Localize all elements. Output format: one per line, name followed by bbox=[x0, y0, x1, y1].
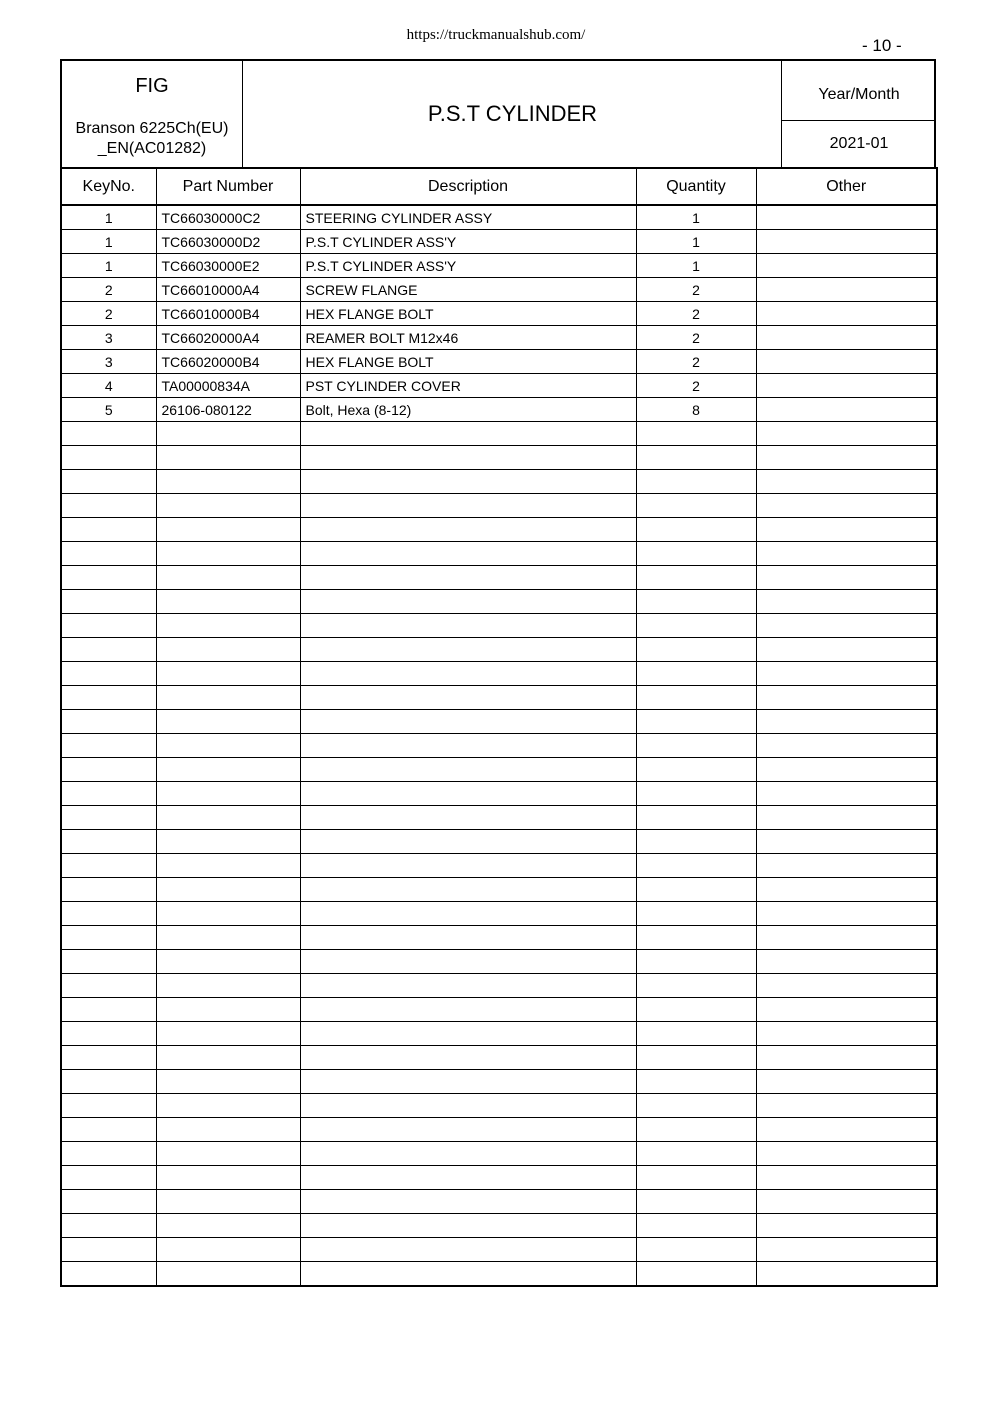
empty-table-row bbox=[61, 710, 937, 734]
cell-keyno bbox=[61, 638, 156, 662]
cell-part-number bbox=[156, 590, 300, 614]
cell-other bbox=[756, 398, 937, 422]
empty-table-row bbox=[61, 1046, 937, 1070]
cell-keyno bbox=[61, 806, 156, 830]
cell-other bbox=[756, 470, 937, 494]
cell-part-number: TC66010000A4 bbox=[156, 278, 300, 302]
cell-description bbox=[300, 1166, 636, 1190]
cell-quantity bbox=[636, 878, 756, 902]
empty-table-row bbox=[61, 662, 937, 686]
cell-other bbox=[756, 998, 937, 1022]
cell-other bbox=[756, 278, 937, 302]
cell-other bbox=[756, 614, 937, 638]
column-header-part-number: Part Number bbox=[156, 168, 300, 205]
empty-table-row bbox=[61, 950, 937, 974]
cell-other bbox=[756, 710, 937, 734]
cell-keyno bbox=[61, 446, 156, 470]
cell-description bbox=[300, 854, 636, 878]
cell-part-number bbox=[156, 1118, 300, 1142]
empty-table-row bbox=[61, 1070, 937, 1094]
cell-description bbox=[300, 494, 636, 518]
cell-keyno bbox=[61, 1022, 156, 1046]
cell-keyno bbox=[61, 1094, 156, 1118]
cell-keyno bbox=[61, 566, 156, 590]
cell-other bbox=[756, 1142, 937, 1166]
fig-model bbox=[62, 119, 242, 159]
cell-other bbox=[756, 950, 937, 974]
cell-part-number bbox=[156, 518, 300, 542]
cell-part-number: TC66030000C2 bbox=[156, 205, 300, 230]
empty-table-row bbox=[61, 566, 937, 590]
cell-part-number bbox=[156, 758, 300, 782]
cell-quantity bbox=[636, 446, 756, 470]
cell-part-number bbox=[156, 1142, 300, 1166]
cell-part-number: TC66030000E2 bbox=[156, 254, 300, 278]
cell-description: Bolt, Hexa (8-12) bbox=[300, 398, 636, 422]
cell-part-number bbox=[156, 422, 300, 446]
cell-description bbox=[300, 1022, 636, 1046]
cell-description bbox=[300, 1118, 636, 1142]
cell-keyno: 1 bbox=[61, 254, 156, 278]
cell-other bbox=[756, 542, 937, 566]
table-row bbox=[61, 302, 937, 326]
cell-quantity: 2 bbox=[636, 350, 756, 374]
empty-table-row bbox=[61, 614, 937, 638]
cell-other bbox=[756, 230, 937, 254]
cell-quantity: 1 bbox=[636, 230, 756, 254]
cell-other bbox=[756, 254, 937, 278]
cell-keyno bbox=[61, 734, 156, 758]
cell-part-number bbox=[156, 1070, 300, 1094]
cell-part-number bbox=[156, 830, 300, 854]
cell-description: HEX FLANGE BOLT bbox=[300, 302, 636, 326]
cell-other bbox=[756, 806, 937, 830]
cell-part-number bbox=[156, 950, 300, 974]
cell-keyno bbox=[61, 926, 156, 950]
cell-part-number bbox=[156, 926, 300, 950]
cell-quantity: 1 bbox=[636, 205, 756, 230]
cell-quantity bbox=[636, 806, 756, 830]
cell-description bbox=[300, 1070, 636, 1094]
cell-other bbox=[756, 1046, 937, 1070]
table-row bbox=[61, 350, 937, 374]
cell-quantity bbox=[636, 830, 756, 854]
cell-description: SCREW FLANGE bbox=[300, 278, 636, 302]
cell-keyno bbox=[61, 974, 156, 998]
cell-keyno: 3 bbox=[61, 326, 156, 350]
cell-part-number bbox=[156, 470, 300, 494]
cell-description: HEX FLANGE BOLT bbox=[300, 350, 636, 374]
cell-description bbox=[300, 998, 636, 1022]
cell-description bbox=[300, 950, 636, 974]
cell-quantity bbox=[636, 1214, 756, 1238]
cell-other bbox=[756, 1094, 937, 1118]
cell-quantity bbox=[636, 542, 756, 566]
cell-other bbox=[756, 1022, 937, 1046]
cell-description bbox=[300, 758, 636, 782]
parts-table bbox=[60, 167, 938, 1287]
cell-part-number bbox=[156, 446, 300, 470]
cell-quantity bbox=[636, 614, 756, 638]
cell-other bbox=[756, 1214, 937, 1238]
cell-description bbox=[300, 926, 636, 950]
cell-description bbox=[300, 1142, 636, 1166]
cell-description bbox=[300, 878, 636, 902]
cell-quantity bbox=[636, 1238, 756, 1262]
cell-part-number: TC66010000B4 bbox=[156, 302, 300, 326]
cell-part-number: TC66020000A4 bbox=[156, 326, 300, 350]
cell-quantity bbox=[636, 1262, 756, 1287]
cell-description: PST CYLINDER COVER bbox=[300, 374, 636, 398]
cell-other bbox=[756, 638, 937, 662]
cell-other bbox=[756, 734, 937, 758]
cell-quantity bbox=[636, 494, 756, 518]
cell-part-number: TC66020000B4 bbox=[156, 350, 300, 374]
cell-quantity bbox=[636, 950, 756, 974]
column-header-keyno: KeyNo. bbox=[61, 168, 156, 205]
cell-part-number bbox=[156, 974, 300, 998]
cell-keyno bbox=[61, 662, 156, 686]
cell-description: P.S.T CYLINDER ASS'Y bbox=[300, 230, 636, 254]
cell-other bbox=[756, 326, 937, 350]
year-month-label: Year/Month bbox=[782, 61, 936, 121]
cell-keyno bbox=[61, 590, 156, 614]
cell-quantity bbox=[636, 1118, 756, 1142]
cell-quantity: 2 bbox=[636, 326, 756, 350]
cell-other bbox=[756, 926, 937, 950]
cell-part-number bbox=[156, 806, 300, 830]
cell-keyno bbox=[61, 422, 156, 446]
cell-quantity bbox=[636, 662, 756, 686]
column-header-description: Description bbox=[300, 168, 636, 205]
cell-other bbox=[756, 1166, 937, 1190]
cell-quantity bbox=[636, 1142, 756, 1166]
cell-part-number bbox=[156, 734, 300, 758]
year-month-value: 2021-01 bbox=[829, 135, 889, 152]
page-number: - 10 - bbox=[862, 36, 902, 55]
empty-table-row bbox=[61, 1190, 937, 1214]
cell-part-number bbox=[156, 1022, 300, 1046]
empty-table-row bbox=[61, 734, 937, 758]
cell-description bbox=[300, 446, 636, 470]
empty-table-row bbox=[61, 854, 937, 878]
fig-model-line1: Branson 6225Ch(EU) bbox=[75, 120, 229, 137]
cell-description bbox=[300, 590, 636, 614]
cell-part-number bbox=[156, 878, 300, 902]
cell-keyno bbox=[61, 902, 156, 926]
cell-part-number bbox=[156, 494, 300, 518]
cell-part-number bbox=[156, 686, 300, 710]
cell-quantity: 8 bbox=[636, 398, 756, 422]
empty-table-row bbox=[61, 926, 937, 950]
empty-table-row bbox=[61, 494, 937, 518]
empty-table-row bbox=[61, 1094, 937, 1118]
cell-keyno bbox=[61, 878, 156, 902]
empty-table-row bbox=[61, 1022, 937, 1046]
cell-description: REAMER BOLT M12x46 bbox=[300, 326, 636, 350]
table-row bbox=[61, 398, 937, 422]
column-header-quantity: Quantity bbox=[636, 168, 756, 205]
cell-other bbox=[756, 1118, 937, 1142]
cell-quantity bbox=[636, 518, 756, 542]
cell-description bbox=[300, 734, 636, 758]
cell-quantity: 2 bbox=[636, 374, 756, 398]
cell-quantity bbox=[636, 422, 756, 446]
cell-other bbox=[756, 494, 937, 518]
cell-other bbox=[756, 974, 937, 998]
empty-table-row bbox=[61, 1166, 937, 1190]
table-row bbox=[61, 278, 937, 302]
cell-keyno bbox=[61, 998, 156, 1022]
cell-keyno bbox=[61, 494, 156, 518]
cell-quantity bbox=[636, 1046, 756, 1070]
cell-other bbox=[756, 782, 937, 806]
cell-quantity: 1 bbox=[636, 254, 756, 278]
cell-quantity bbox=[636, 566, 756, 590]
cell-part-number bbox=[156, 614, 300, 638]
cell-quantity bbox=[636, 734, 756, 758]
cell-other bbox=[756, 518, 937, 542]
cell-quantity bbox=[636, 590, 756, 614]
empty-table-row bbox=[61, 998, 937, 1022]
fig-label: FIG bbox=[135, 75, 169, 97]
cell-keyno bbox=[61, 782, 156, 806]
cell-description bbox=[300, 974, 636, 998]
empty-table-row bbox=[61, 542, 937, 566]
cell-quantity bbox=[636, 926, 756, 950]
cell-part-number bbox=[156, 1214, 300, 1238]
cell-keyno bbox=[61, 1238, 156, 1262]
cell-description bbox=[300, 566, 636, 590]
cell-other bbox=[756, 758, 937, 782]
cell-other bbox=[756, 1190, 937, 1214]
cell-quantity bbox=[636, 998, 756, 1022]
cell-part-number bbox=[156, 710, 300, 734]
cell-quantity: 2 bbox=[636, 302, 756, 326]
empty-table-row bbox=[61, 1262, 937, 1287]
cell-part-number bbox=[156, 542, 300, 566]
cell-description bbox=[300, 422, 636, 446]
cell-part-number bbox=[156, 902, 300, 926]
empty-table-row bbox=[61, 1118, 937, 1142]
cell-other bbox=[756, 662, 937, 686]
cell-keyno bbox=[61, 1142, 156, 1166]
cell-other bbox=[756, 446, 937, 470]
cell-keyno bbox=[61, 950, 156, 974]
cell-other bbox=[756, 590, 937, 614]
cell-keyno: 2 bbox=[61, 302, 156, 326]
cell-description bbox=[300, 902, 636, 926]
table-row bbox=[61, 326, 937, 350]
cell-other bbox=[756, 1070, 937, 1094]
cell-other bbox=[756, 205, 937, 230]
cell-quantity bbox=[636, 782, 756, 806]
cell-quantity bbox=[636, 974, 756, 998]
cell-keyno bbox=[61, 542, 156, 566]
cell-other bbox=[756, 374, 937, 398]
parts-table-header bbox=[61, 168, 937, 205]
document-header bbox=[60, 59, 936, 168]
cell-other bbox=[756, 902, 937, 926]
cell-other bbox=[756, 566, 937, 590]
cell-part-number: TA00000834A bbox=[156, 374, 300, 398]
cell-quantity bbox=[636, 854, 756, 878]
cell-quantity bbox=[636, 470, 756, 494]
cell-other bbox=[756, 350, 937, 374]
cell-quantity bbox=[636, 710, 756, 734]
cell-quantity bbox=[636, 1070, 756, 1094]
parts-table-body bbox=[61, 205, 937, 1286]
empty-table-row bbox=[61, 446, 937, 470]
empty-table-row bbox=[61, 758, 937, 782]
table-row bbox=[61, 254, 937, 278]
cell-keyno: 1 bbox=[61, 205, 156, 230]
cell-part-number bbox=[156, 638, 300, 662]
column-header-other: Other bbox=[756, 168, 937, 205]
cell-other bbox=[756, 302, 937, 326]
cell-keyno bbox=[61, 1262, 156, 1287]
cell-other bbox=[756, 422, 937, 446]
source-url: https://truckmanualshub.com/ bbox=[406, 27, 586, 43]
cell-quantity bbox=[636, 1166, 756, 1190]
cell-keyno: 2 bbox=[61, 278, 156, 302]
cell-quantity bbox=[636, 1094, 756, 1118]
cell-description bbox=[300, 1094, 636, 1118]
cell-part-number bbox=[156, 1190, 300, 1214]
cell-description bbox=[300, 614, 636, 638]
empty-table-row bbox=[61, 830, 937, 854]
cell-keyno bbox=[61, 830, 156, 854]
fig-model-line2: _EN(AC01282) bbox=[97, 140, 207, 157]
empty-table-row bbox=[61, 1214, 937, 1238]
empty-table-row bbox=[61, 422, 937, 446]
cell-keyno bbox=[61, 470, 156, 494]
cell-part-number bbox=[156, 1166, 300, 1190]
cell-keyno bbox=[61, 1118, 156, 1142]
fig-cell bbox=[62, 61, 243, 168]
cell-part-number bbox=[156, 998, 300, 1022]
cell-keyno bbox=[61, 1046, 156, 1070]
year-month-cell bbox=[781, 61, 936, 168]
empty-table-row bbox=[61, 470, 937, 494]
cell-keyno bbox=[61, 614, 156, 638]
cell-keyno: 4 bbox=[61, 374, 156, 398]
cell-keyno bbox=[61, 1190, 156, 1214]
cell-description bbox=[300, 1238, 636, 1262]
cell-keyno bbox=[61, 1214, 156, 1238]
cell-other bbox=[756, 854, 937, 878]
cell-keyno: 5 bbox=[61, 398, 156, 422]
cell-part-number: TC66030000D2 bbox=[156, 230, 300, 254]
cell-description bbox=[300, 470, 636, 494]
cell-quantity bbox=[636, 638, 756, 662]
cell-description bbox=[300, 710, 636, 734]
cell-keyno bbox=[61, 1070, 156, 1094]
cell-other bbox=[756, 878, 937, 902]
page-title: P.S.T CYLINDER bbox=[427, 101, 598, 126]
cell-description: P.S.T CYLINDER ASS'Y bbox=[300, 254, 636, 278]
cell-description bbox=[300, 518, 636, 542]
cell-description: STEERING CYLINDER ASSY bbox=[300, 205, 636, 230]
cell-description bbox=[300, 1046, 636, 1070]
empty-table-row bbox=[61, 1142, 937, 1166]
cell-part-number bbox=[156, 782, 300, 806]
cell-part-number bbox=[156, 1262, 300, 1287]
cell-quantity: 2 bbox=[636, 278, 756, 302]
cell-quantity bbox=[636, 1022, 756, 1046]
cell-part-number: 26106-080122 bbox=[156, 398, 300, 422]
cell-description bbox=[300, 542, 636, 566]
empty-table-row bbox=[61, 974, 937, 998]
empty-table-row bbox=[61, 518, 937, 542]
cell-other bbox=[756, 1238, 937, 1262]
cell-description bbox=[300, 638, 636, 662]
title-cell bbox=[243, 61, 782, 168]
cell-part-number bbox=[156, 854, 300, 878]
table-row bbox=[61, 374, 937, 398]
cell-description bbox=[300, 1262, 636, 1287]
cell-description bbox=[300, 662, 636, 686]
cell-description bbox=[300, 782, 636, 806]
cell-keyno: 3 bbox=[61, 350, 156, 374]
empty-table-row bbox=[61, 1238, 937, 1262]
cell-other bbox=[756, 1262, 937, 1287]
empty-table-row bbox=[61, 590, 937, 614]
cell-part-number bbox=[156, 1094, 300, 1118]
cell-quantity bbox=[636, 902, 756, 926]
cell-keyno bbox=[61, 854, 156, 878]
empty-table-row bbox=[61, 782, 937, 806]
table-row bbox=[61, 230, 937, 254]
cell-description bbox=[300, 686, 636, 710]
cell-other bbox=[756, 830, 937, 854]
cell-description bbox=[300, 806, 636, 830]
cell-other bbox=[756, 686, 937, 710]
empty-table-row bbox=[61, 902, 937, 926]
empty-table-row bbox=[61, 638, 937, 662]
cell-description bbox=[300, 1214, 636, 1238]
cell-description bbox=[300, 1190, 636, 1214]
cell-part-number bbox=[156, 662, 300, 686]
empty-table-row bbox=[61, 686, 937, 710]
cell-part-number bbox=[156, 1238, 300, 1262]
cell-part-number bbox=[156, 566, 300, 590]
cell-keyno bbox=[61, 518, 156, 542]
empty-table-row bbox=[61, 806, 937, 830]
cell-quantity bbox=[636, 758, 756, 782]
cell-keyno bbox=[61, 710, 156, 734]
cell-keyno bbox=[61, 758, 156, 782]
cell-quantity bbox=[636, 686, 756, 710]
cell-part-number bbox=[156, 1046, 300, 1070]
cell-quantity bbox=[636, 1190, 756, 1214]
cell-keyno: 1 bbox=[61, 230, 156, 254]
cell-keyno bbox=[61, 1166, 156, 1190]
empty-table-row bbox=[61, 878, 937, 902]
cell-description bbox=[300, 830, 636, 854]
cell-keyno bbox=[61, 686, 156, 710]
table-row bbox=[61, 205, 937, 230]
